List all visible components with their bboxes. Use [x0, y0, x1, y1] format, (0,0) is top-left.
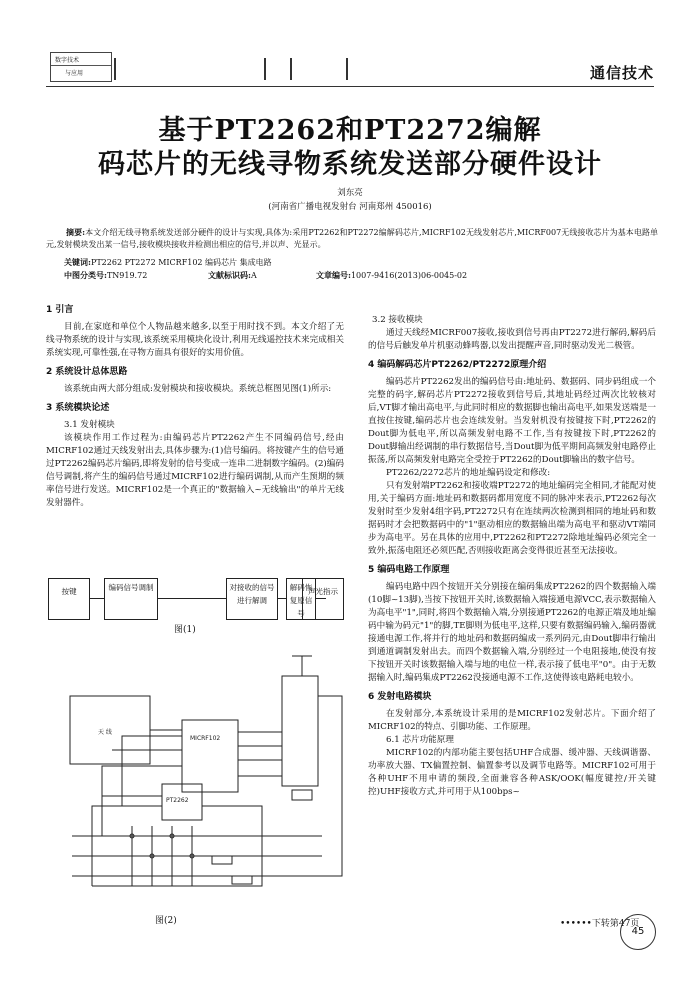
- para-intro: 目前,在家庭和单位个人物品越来越多,以至于用时找不到。本文介绍了无线寻物系统的设计与实现,该系统采用模块化设计,利用无线遥控技术来完成相关系统实现,可靠性强,在寻物方面具有很好的实用价值。: [46, 322, 344, 358]
- abstract-text: 本文介绍无线寻物系统发送部分硬件的设计与实现,具体为:采用PT2262和PT2272编解码芯片,MICRF102无线发射芯片,MICRF007无线接收芯片为基本电路单元,发射模块发出某一信号,接收模块接收并检测出相应的信号,并以声、光显示。: [46, 228, 659, 249]
- title-line-2: 码芯片的无线寻物系统发送部分硬件设计: [98, 149, 602, 180]
- doc-value: A: [250, 271, 257, 280]
- article-number: [316, 270, 467, 281]
- author-affiliation: (河南省广播电视发射台 河南郑州 450016): [268, 202, 432, 212]
- abstract-label: 摘要:: [66, 227, 86, 237]
- subheading-chip-function: 6.1 芯片功能原理: [386, 735, 454, 745]
- continued-note: ••••••下转第47页: [560, 919, 640, 929]
- clc-number: [64, 270, 147, 281]
- page-number-badge: [620, 914, 656, 950]
- keywords: [64, 257, 272, 268]
- clc-value: TN919.72: [106, 271, 148, 280]
- abstract: [46, 226, 658, 251]
- header-decoration: [114, 58, 354, 80]
- para-codec-3: 只有发射端PT2262和接收端PT2272的地址编码完全相同,才能配对使用,关于编码方面:地址码和数据码都用宽度不同的脉冲来表示,PT2262每次发射时至少发射4组字码,PT2272只有在连续两次检测到相同的地址码和数据码时才会把数据码中的"1"驱动相应的数据输出端为高电平和驱动VT端同步为高电平。另在具体的应用中,PT2262和PT2272除地址编码必须完全一致外,振荡电阻还必须匹配,否则接收距离会变得很近甚至无法接收。: [368, 481, 656, 556]
- doc-code: [208, 270, 257, 281]
- para-tx-module: 在发射部分,本系统设计采用的是MICRF102发射芯片。下面介绍了MICRF102的特点、引脚功能、工作原理。: [368, 709, 656, 732]
- author-name: 刘东亮: [337, 188, 363, 198]
- flow-box-keys: 按键: [48, 578, 90, 620]
- title-line-1: 基于PT2262和PT2272编解: [158, 115, 542, 146]
- logo-bottom-text: 与应用: [65, 70, 84, 77]
- para-codec-1: 编码芯片PT2262发出的编码信号由:地址码、数据码、同步码组成一个完整的码字,解码芯片PT2272接收到信号后,其地址码经过两次比较核对后,VT脚才输出高电平,与此同时相应的数据脚也输出高电平,如果发送端是一直按住按键,编码芯片也会连续发射。当发射机没有按键按下时,PT2262的Dout脚为低电平,所以高频发射电路不工作,当有按键按下时,PT2262的Dout脚输出经调制的串行数据信号,当Dout脚为低平期间高频发射电路停止振荡,所以高频发射电路完全受控于PT2262的Dout脚输出的数字信号。: [368, 377, 656, 465]
- flow-box-demodulate: 对接收的信号进行解调: [226, 578, 278, 620]
- para-receive: 通过天线经MICRF007接收,接收到信号再由PT2272进行解码,解码后的信号后触发单片机驱动蜂鸣器,以发出提醒声音,同时驱动发光二极管。: [368, 328, 656, 351]
- subheading-receive: 3.2 接收模块: [372, 315, 423, 325]
- heading-encoder-circuit: 5 编码电路工作原理: [368, 565, 450, 575]
- heading-intro: 1 引言: [46, 305, 74, 315]
- para-codec-2: PT2262/2272芯片的地址编码设定和修改:: [386, 468, 551, 478]
- para-encoder-circuit: 编码电路中四个按钮开关分别接在编码集成PT2262的四个数据输入端(10脚~13脚),当按下按钮开关时,该数据输入端接通电源VCC,表示数据输入为高电平"1",同时,将四个数据输入端,分别接通PT2262的电源正端及地址编码中输为码元"1"的脚,TE脚则为低电平,这样,只要有数据编码输入,编码器就接通电源工作,将并行的地址码和数据码编成一系列码元,由Dout脚串行输出到通道调制发射出去。而四个数据输入端,分别经过一个电阻接地,使没有按下按钮开关时该数据输入端与地的电位一样,表示接了低电平"0"。由于无数据输入时,编码集成PT2262没接通电源不工作,这使得该电路耗电较小。: [368, 582, 656, 683]
- section-label: 通信技术: [589, 64, 654, 82]
- left-column: [46, 298, 344, 510]
- flow-box-decode: 解码恢复原信号: [286, 578, 316, 620]
- article-value: 1007-9416(2013)06-0045-02: [350, 271, 468, 280]
- right-column: [368, 314, 656, 799]
- para-transmit: 该模块作用工作过程为:由编码芯片PT2262产生不同编码信号,经由MICRF102通过天线发射出去,具体步骤为:(1)信号编码。将按键产生的信号通过PT2262编码芯片编码,即将发射的信号变成一连串二进制数字编码。(2)编码信号调制,将产生的编码信号通过MICRF102进行编码调制,从而产生预期的频率信号进行发送。MICRF102是一个真正的"数据输入~无线输出"的单片无线发射器件。: [46, 433, 344, 508]
- heading-codec: 4 编码解码芯片PT2262/PT2272原理介绍: [368, 360, 547, 370]
- flow-box-encode: 编码信号调制: [104, 578, 158, 620]
- svg-text:PT2262: PT2262: [166, 797, 189, 804]
- doc-label: 文献标识码:: [208, 270, 251, 280]
- svg-text:MICRF102: MICRF102: [190, 735, 221, 742]
- figure-2-circuit-schematic: [62, 636, 358, 910]
- heading-modules: 3 系统模块论述: [46, 403, 110, 413]
- subheading-transmit: 3.1 发射模块: [64, 420, 115, 430]
- circuit-capacitor-bank: [282, 676, 318, 786]
- para-design: 该系统由两大部分组成:发射模块和接收模块。系统总框图见图(1)所示:: [64, 384, 332, 394]
- circuit-micrf102-chip: [182, 720, 238, 792]
- journal-logo: [50, 52, 112, 82]
- header-rule: [46, 86, 654, 87]
- article-label: 文章编号:: [316, 270, 351, 280]
- keywords-text: PT2262 PT2272 MICRF102 编码芯片 集成电路: [90, 258, 272, 267]
- clc-label: 中图分类号:: [64, 270, 107, 280]
- figure-1-caption: 图(1): [174, 625, 196, 635]
- logo-top-text: 数字技术: [55, 57, 80, 64]
- para-chip-function: MICRF102的内部功能主要包括UHF合成器、缓冲器、天线调谐器、功率放大器、TX偏置控制、偏置参考以及调节电路等。MICRF102可用于各种UHF不用申请的频段,全面兼容各种ASK/OOK(幅度键控/开关键控)UHF接收方式,并可用于从100bps~: [368, 748, 656, 797]
- flow-box-indicator: 声光指示: [302, 578, 344, 620]
- figure-1-block-diagram: [48, 578, 344, 622]
- page-number: 45: [631, 926, 645, 937]
- heading-tx-module: 6 发射电路模块: [368, 692, 432, 702]
- heading-design: 2 系统设计总体思路: [46, 367, 128, 377]
- keywords-label: 关键词:: [64, 257, 91, 267]
- figure-2-caption: 图(2): [155, 916, 177, 926]
- svg-text:天 线: 天 线: [98, 729, 112, 736]
